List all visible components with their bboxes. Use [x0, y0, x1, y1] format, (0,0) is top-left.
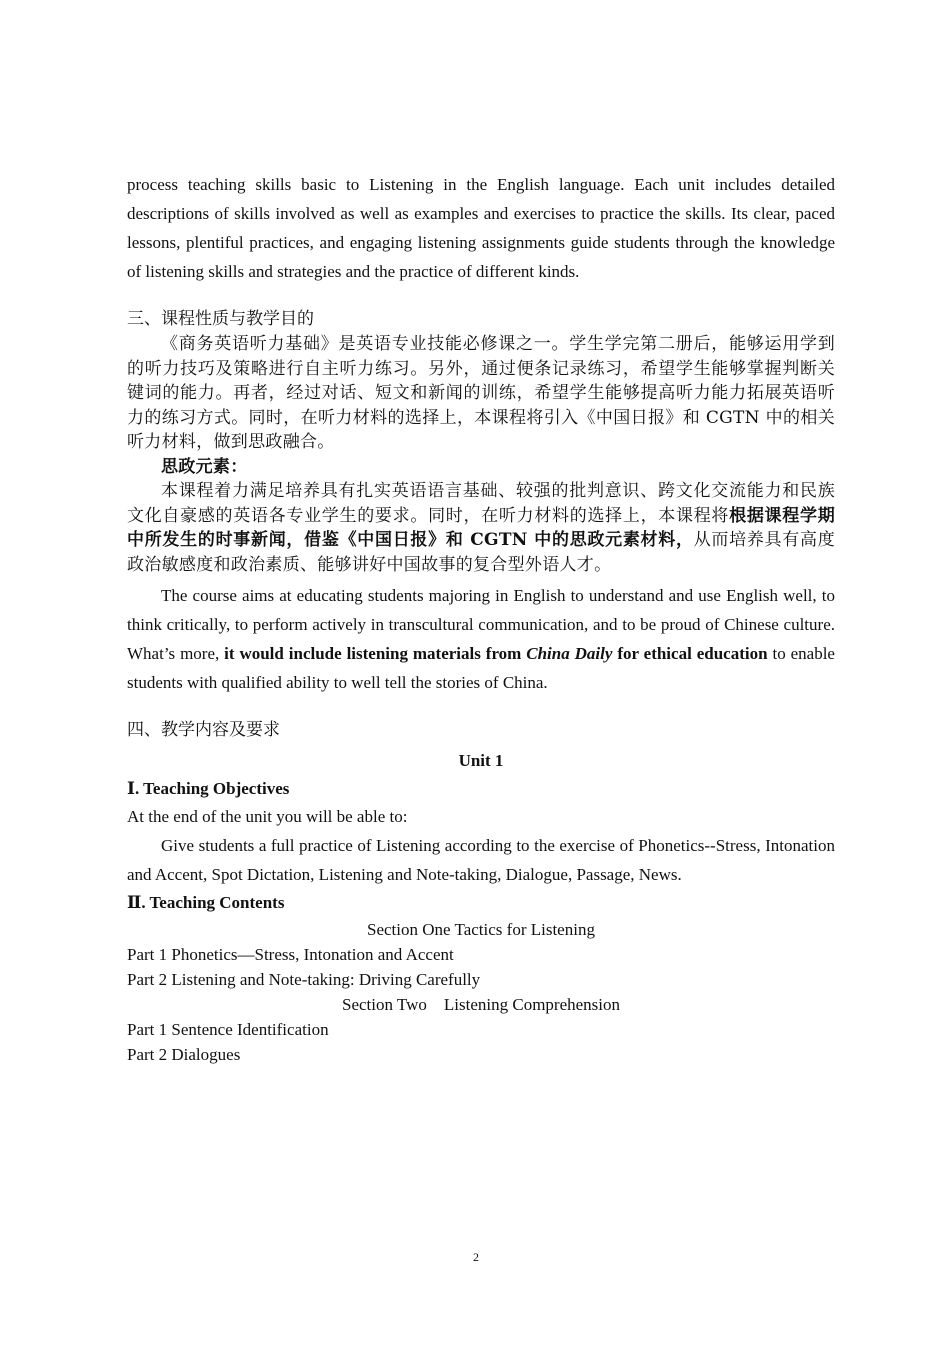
- page-number: 2: [473, 1250, 479, 1264]
- aims-bold-2: for ethical education: [612, 644, 768, 663]
- objectives-heading: Ⅰ. Teaching Objectives: [127, 779, 290, 798]
- section-two-title: Section Two Listening Comprehension: [341, 995, 621, 1014]
- sizheng-bold-text: 根据课程学期中所发生的时事新闻，借鉴《中国日报》和 CGTN 中的思政元素材料，: [127, 505, 835, 550]
- section3-heading: 三、课程性质与教学目的: [127, 309, 314, 329]
- aims-bold-1: it would include listening materials from: [224, 644, 527, 663]
- aims-bold-italic: China Daily: [526, 644, 613, 663]
- section-one-title: Section One Tactics for Listening: [367, 920, 595, 939]
- sizheng-label: 思政元素：: [161, 456, 248, 477]
- sizheng-paragraph: [127, 479, 835, 577]
- section-two-part2: Part 2 Dialogues: [127, 1045, 241, 1064]
- section4-heading: 四、教学内容及要求: [127, 720, 280, 740]
- objectives-text: Give students a full practice of Listening according to the exercise of Phonetics--Stress, Intonation and Accent, Spot Dictation, Listening and Note-taking, Dialogue, Passage, News.: [127, 836, 835, 884]
- section-two-part1: Part 1 Sentence Identification: [127, 1020, 329, 1039]
- sizheng-text-2: 从而培养具有高度政治敏感度和政治素质、能够讲好中国故事的复合型外语人才。: [127, 530, 835, 575]
- sizheng-text-1: 本课程着力满足培养具有扎实英语语言基础、较强的批判意识、跨文化交流能力和民族文化自豪感的英语各专业学生的要求。同时，在听力材料的选择上，本课程将: [127, 481, 835, 526]
- page-content: [127, 170, 835, 1067]
- aims-text-1: The course aims at educating students majoring in English to understand and use English well, to think critically, to perform actively in transcultural communication, and to be proud of Chinese culture. What’s more,: [127, 586, 835, 663]
- contents-heading: Ⅱ. Teaching Contents: [127, 893, 285, 912]
- section-one-part2: Part 2 Listening and Note-taking: Driving Carefully: [127, 970, 481, 989]
- intro-paragraph: process teaching skills basic to Listening in the English language. Each unit includes detailed descriptions of skills involved as well as examples and exercises to practice the skills. Its clear, paced lessons, plentiful practices, and engaging listening assignments guide students through the knowledge of listening skills and strategies and the practice of different kinds.: [127, 175, 835, 281]
- unit-title: Unit 1: [458, 751, 504, 770]
- aims-text-2: to enable students with qualified ability to well tell the stories of China.: [127, 644, 835, 692]
- english-aims-paragraph: [127, 581, 835, 697]
- section3-paragraph: 《商务英语听力基础》是英语专业技能必修课之一。学生学完第二册后，能够运用学到的听力技巧及策略进行自主听力练习。另外，通过便条记录练习，希望学生能够掌握判断关键词的能力。再者，经过对话、短文和新闻的训练，希望学生能够提高听力能力拓展英语听力的练习方式。同时，在听力材料的选择上，本课程将引入《中国日报》和 CGTN 中的相关听力材料，做到思政融合。: [127, 334, 835, 452]
- section-one-part1: Part 1 Phonetics—Stress, Intonation and Accent: [127, 945, 454, 964]
- objectives-intro: At the end of the unit you will be able to:: [127, 807, 408, 826]
